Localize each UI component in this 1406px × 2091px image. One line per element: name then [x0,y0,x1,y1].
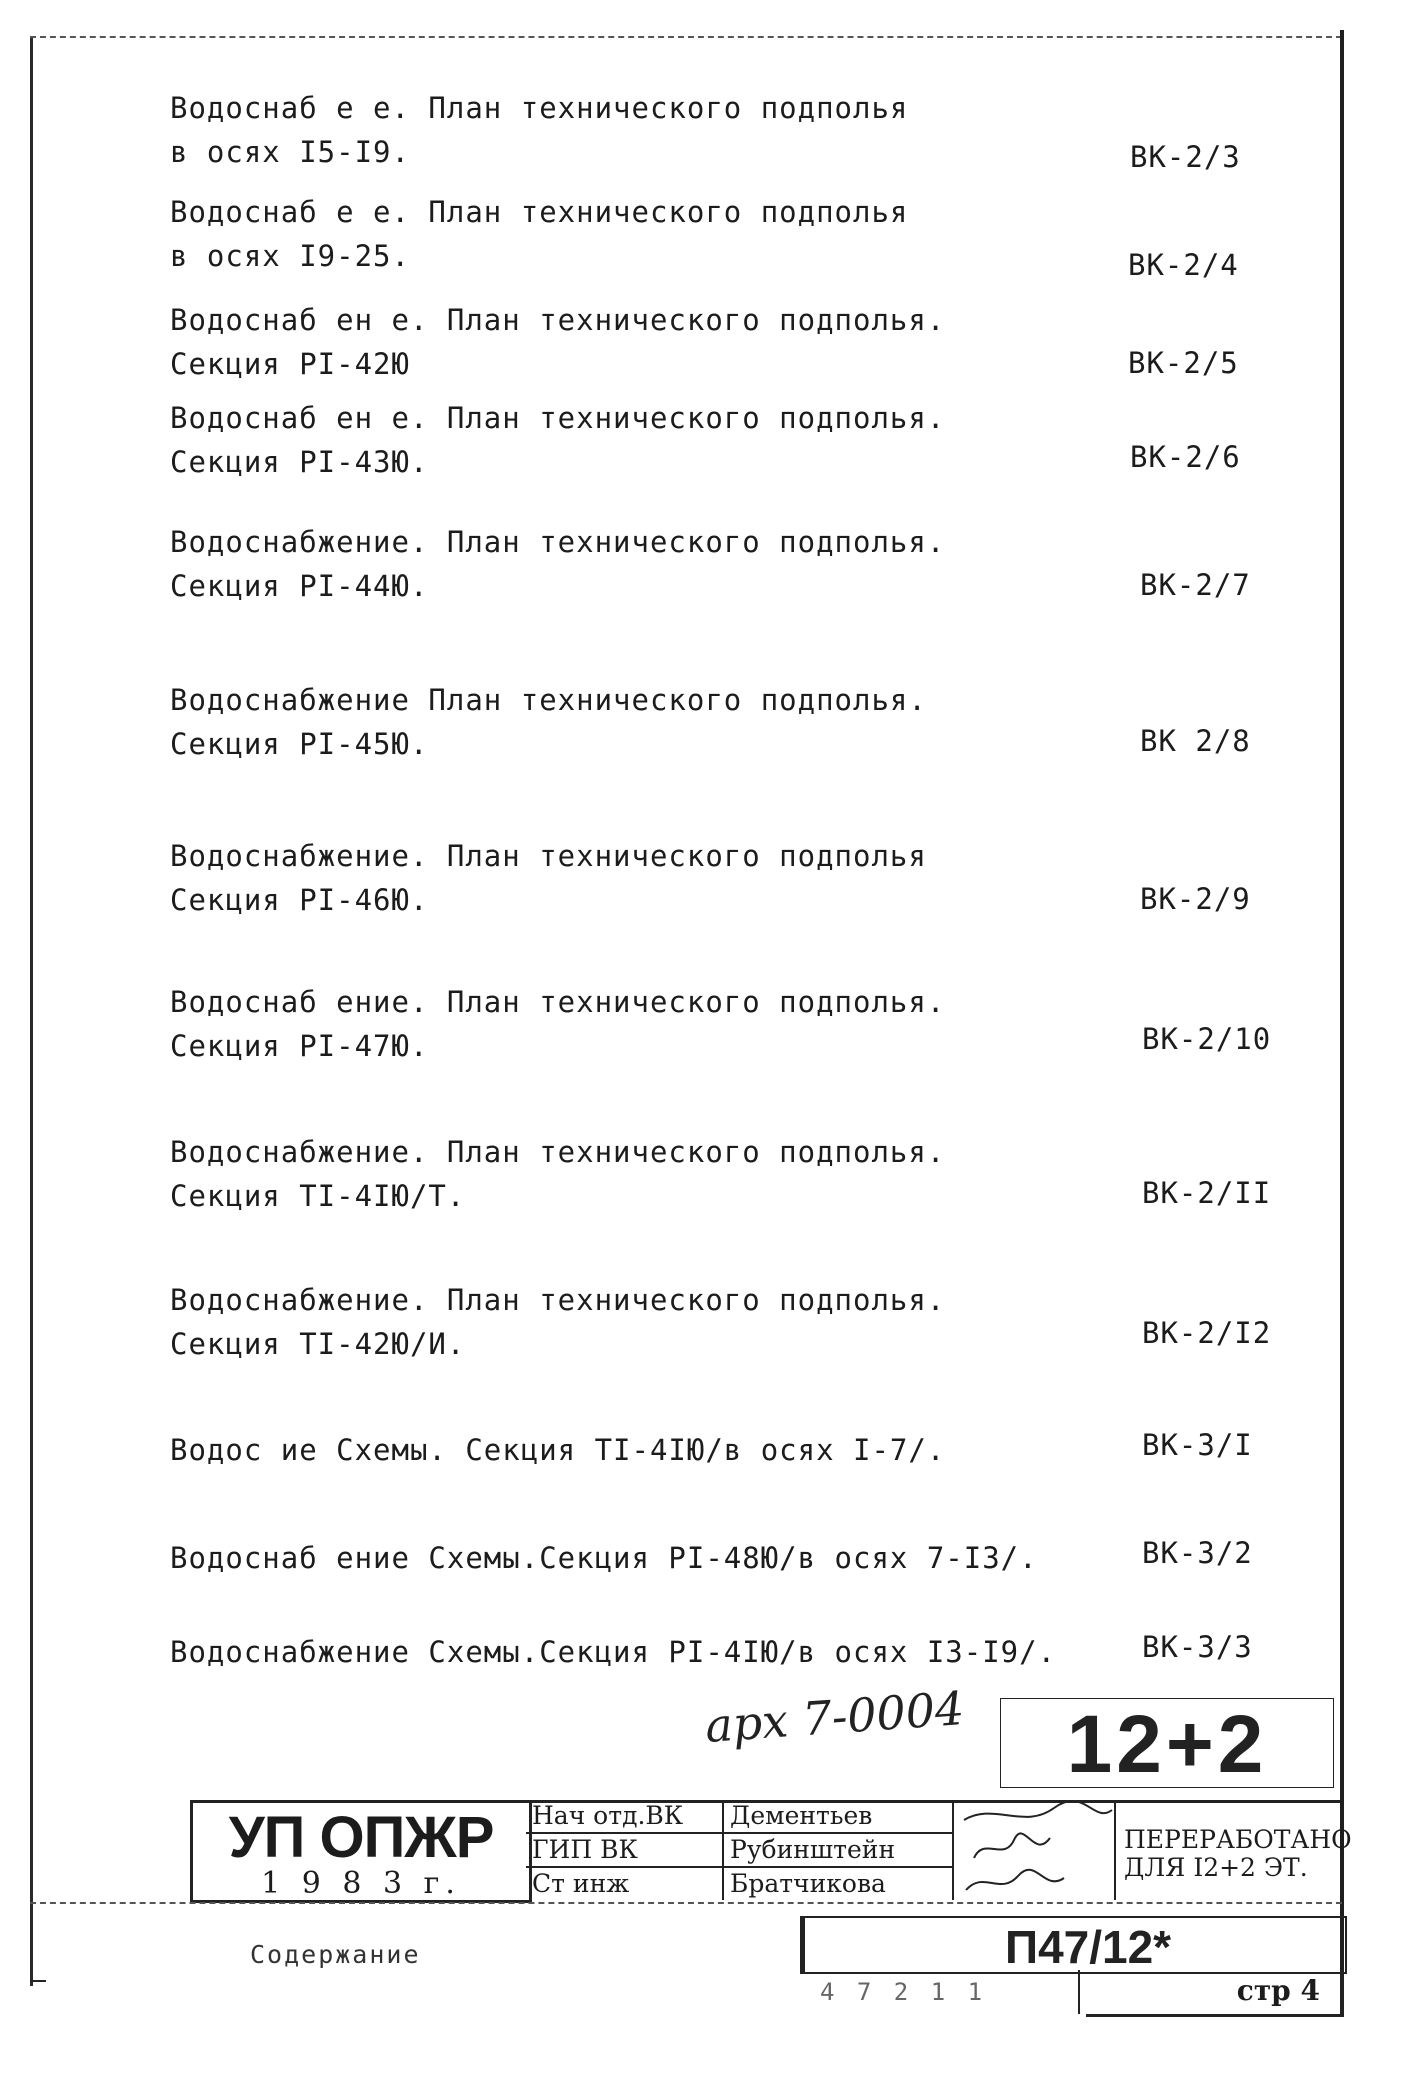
entry-line1: Водоснабжение План технического подполья. [170,683,927,717]
list-item [170,86,1130,174]
frame-left [30,38,33,1986]
sheet-code: ВК-2/10 [1142,1022,1272,1056]
entry-line2: Секция PI-47Ю. [170,1029,429,1063]
entry-line2: Секция PI-42Ю [170,347,410,381]
footer-separator [1078,1970,1080,2014]
sheet-code: ВК-2/3 [1130,140,1241,174]
list-item [170,1630,1170,1674]
sheet-code: ВК-3/3 [1142,1630,1253,1664]
signatures-column [954,1800,1116,1900]
sheet-code: ВК-2/7 [1140,568,1251,602]
sheet-code: ВК 2/8 [1140,724,1251,758]
role-cell: ГИП ВК [526,1834,722,1868]
footer-marks: 4 7 2 1 1 [820,1978,987,2006]
frame-top [30,36,1342,38]
entry-line1: Водоснабжение. План технического подполья. [170,1283,946,1317]
entry-line2: Секция PI-46Ю. [170,883,429,917]
names-column [724,1800,954,1900]
page-number: стр 4 [1236,1974,1320,2007]
organization-name: УП ОПЖР [228,1805,494,1870]
entry-line1: Водос ие Схемы. Секция TI-4IЮ/в осях I-7/. [170,1433,946,1467]
list-item [170,190,1130,278]
name-cell: Дементьев [724,1800,952,1834]
role-cell: Нач отд.ВК [526,1800,722,1834]
list-item [170,396,1130,484]
name-cell: Рубинштейн [724,1834,952,1868]
entry-line2: Секция PI-43Ю. [170,445,429,479]
entry-line1: Водоснабжение Схемы.Секция PI-4IЮ/в осях I3-I9/. [170,1635,1057,1669]
entry-line2: в осях I5-I9. [170,135,410,169]
list-item [170,1428,1170,1472]
entry-line1: Водоснаб е е. План технического подполья [170,91,909,125]
entry-line1: Водоснабжение. План технического подполья [170,839,927,873]
signature-marks [954,1800,1114,1900]
role-cell: Ст инж [532,1869,630,1898]
entry-line1: Водоснаб ен е. План технического подполья. [170,401,946,435]
organization-box [190,1800,532,1903]
sheet-code: ВК-2/9 [1140,882,1251,916]
entry-line1: Водоснаб е е. План технического подполья [170,195,909,229]
corner-mark [30,1980,46,1982]
entry-line2: Секция TI-4IЮ/Т. [170,1179,466,1213]
list-item [170,298,1130,386]
entry-line1: Водоснаб ение. План технического подполья. [170,985,946,1019]
list-item [170,980,1130,1068]
list-item [170,520,1130,608]
rework-line2: ДЛЯ I2+2 ЭТ. [1124,1853,1308,1882]
entry-line2: Секция PI-45Ю. [170,727,429,761]
rework-line1: ПЕРЕРАБОТАНО [1124,1825,1352,1854]
sheet-code: ВК-3/I [1142,1428,1253,1462]
rework-note [1124,1825,1352,1882]
sheet-footer-row [800,1970,1340,2014]
sheet-code: ВК-2/4 [1128,248,1239,282]
entry-line2: Секция PI-44Ю. [170,569,429,603]
sheet-code: ВК-2/II [1142,1176,1272,1210]
document-title: Содержание [250,1940,421,1969]
sheet-code: ВК-2/6 [1130,440,1241,474]
project-code: П47/12* [1005,1921,1172,1973]
list-item [170,1278,1130,1366]
entry-line1: Водоснаб ен е. План технического подполья. [170,303,946,337]
entry-line2: Секция TI-42Ю/И. [170,1327,466,1361]
logo-graphic [1000,1698,1334,1788]
list-item [170,1130,1130,1218]
roles-column [526,1800,724,1900]
logo-12-2 [1000,1698,1334,1788]
bottom-divider [30,1902,1342,1904]
name-cell: Братчикова [730,1869,886,1898]
list-item [170,834,1130,922]
list-item [170,1536,1170,1580]
sheet-code-box [800,1916,1347,1974]
sheet-code: ВК-2/5 [1128,346,1239,380]
organization-year: 1 9 8 3 г. [261,1866,461,1901]
page-box [1086,1970,1344,2017]
frame-right [1340,30,1344,1970]
sheet-code: ВК-2/I2 [1142,1316,1272,1350]
list-item [170,678,1130,766]
entry-line1: Водоснабжение. План технического подполья. [170,1135,946,1169]
logo-text: 12+2 [1066,1699,1268,1788]
entry-line2: в осях I9-25. [170,239,410,273]
archive-note: арх 7-0004 [703,1681,966,1753]
sheet-code: ВК-3/2 [1142,1536,1253,1570]
entry-line1: Водоснаб ение Схемы.Секция PI-48Ю/в осях 7-I3/. [170,1541,1038,1575]
entry-line1: Водоснабжение. План технического подполья. [170,525,946,559]
